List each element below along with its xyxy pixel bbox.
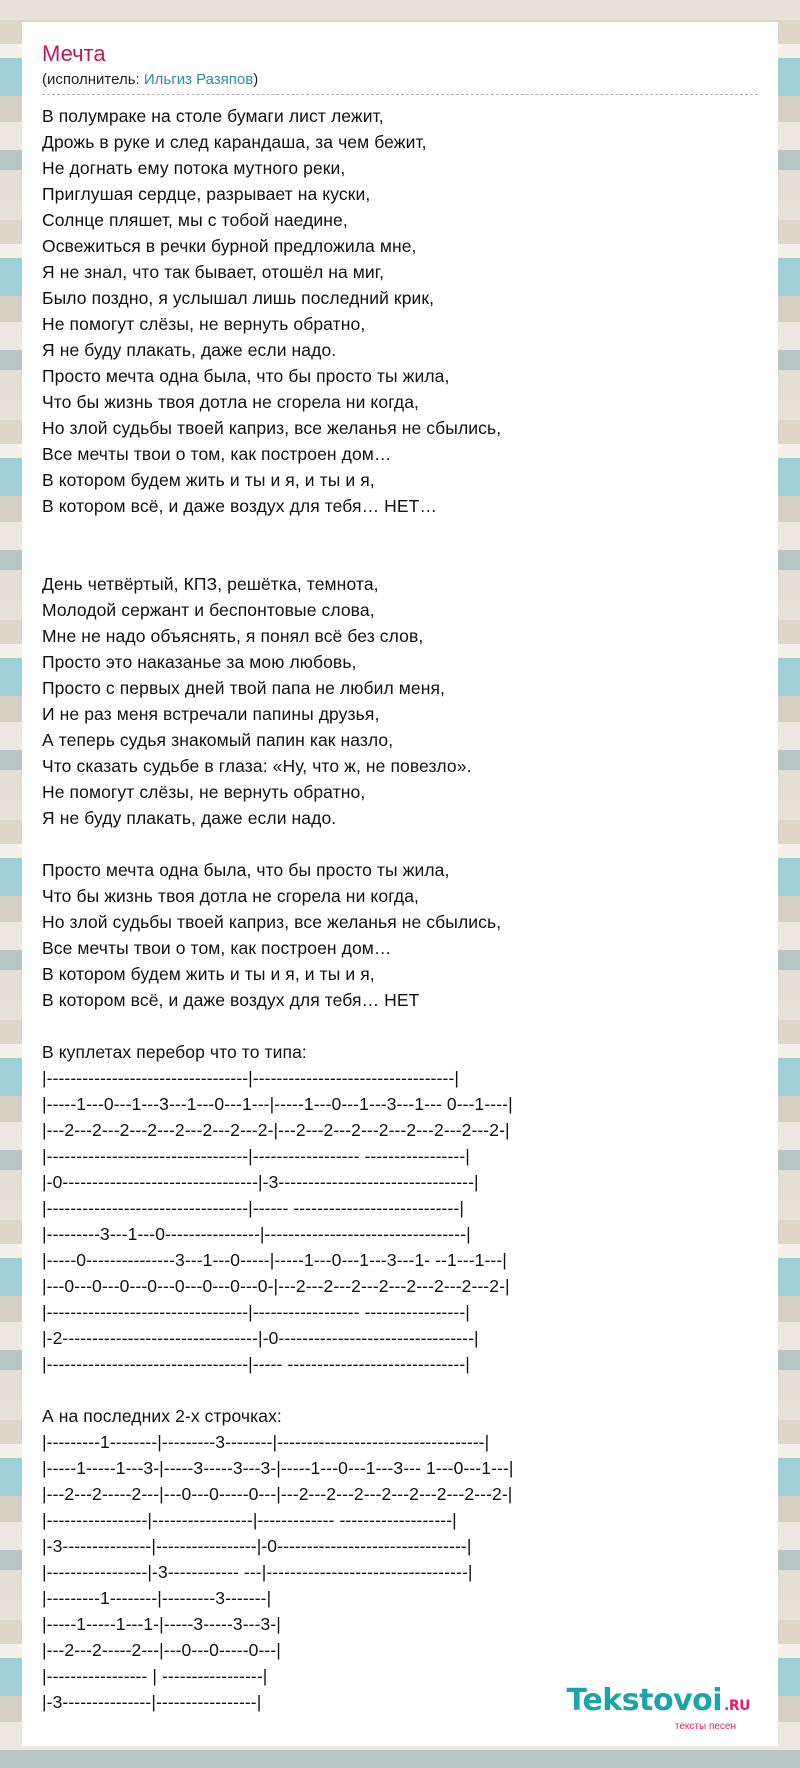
performer-line [42, 70, 758, 90]
lyric-line: Молодой сержант и беспонтовые слова, [42, 600, 375, 620]
lyric-line [42, 1013, 758, 1039]
lyric-line: Просто с первых дней твой папа не любил меня, [42, 678, 445, 698]
lyric-line: |-----1---0---1---3---1---0---1---|-----1---0---1---3---1--- 0---1----| [42, 1094, 513, 1114]
lyric-line: |---------3---1---0----------------|----------------------------------| [42, 1224, 471, 1244]
lyric-line [42, 831, 758, 857]
lyric-line: Приглушая сердце, разрывает на куски, [42, 184, 371, 204]
lyric-line: |-3---------------|-----------------| [42, 1692, 262, 1712]
lyric-line: В котором будем жить и ты и я, и ты и я, [42, 964, 375, 984]
lyric-line: |----------------------------------|----- ------------------------------| [42, 1354, 470, 1374]
lyric-line: Но злой судьбы твоей каприз, все желанья не сбылись, [42, 418, 502, 438]
performer-suffix: ) [253, 71, 259, 88]
lyric-line: Что бы жизнь твоя дотла не сгорела ни когда, [42, 392, 419, 412]
lyric-line: А на последних 2-х строчках: [42, 1406, 282, 1426]
logo-wordmark: Tekstovoi [566, 1683, 723, 1718]
lyric-line: В котором всё, и даже воздух для тебя… НЕТ… [42, 496, 438, 516]
lyric-line: Просто мечта одна была, что бы просто ты жила, [42, 860, 450, 880]
lyric-line: Просто мечта одна была, что бы просто ты жила, [42, 366, 450, 386]
lyric-line: |----------------------------------|------ ----------------------------| [42, 1198, 464, 1218]
logo-tagline: тексты песен [674, 1721, 736, 1732]
lyric-line: |-----0---------------3---1---0-----|-----1---0---1---3---1- --1---1---| [42, 1250, 507, 1270]
lyric-line: Не помогут слёзы, не вернуть обратно, [42, 314, 366, 334]
lyric-line [42, 1377, 758, 1403]
performer-link[interactable]: Ильгиз Разяпов [143, 71, 254, 88]
lyrics-body [42, 103, 758, 1715]
lyric-line: День четвёртый, КПЗ, решётка, темнота, [42, 574, 379, 594]
lyric-line: Было поздно, я услышал лишь последний крик, [42, 288, 435, 308]
song-title: Мечта [42, 41, 106, 66]
lyric-line: |---------1--------|---------3-------| [42, 1588, 272, 1608]
lyric-line: |---2---2---2---2---2---2---2---2-|---2---2---2---2---2---2---2---2-| [42, 1120, 510, 1140]
lyric-line: Освежиться в речки бурной предложила мне, [42, 236, 417, 256]
lyric-line: В котором всё, и даже воздух для тебя… НЕТ [42, 990, 420, 1010]
lyric-line: |----------------------------------|------------------ -----------------| [42, 1302, 470, 1322]
lyric-line: Я не знал, что так бывает, отошёл на миг, [42, 262, 385, 282]
lyric-line: |---2---2-----2---|---0---0-----0---| [42, 1640, 281, 1660]
lyric-line: Все мечты твои о том, как построен дом… [42, 444, 392, 464]
lyric-line: Я не буду плакать, даже если надо. [42, 808, 337, 828]
lyric-line: |---0---0---0---0---0---0---0---0-|---2---2---2---2---2---2---2---2-| [42, 1276, 510, 1296]
lyric-line: А теперь судья знакомый папин как назло, [42, 730, 394, 750]
lyric-line: Просто это наказанье за мою любовь, [42, 652, 357, 672]
performer-prefix: (исполнитель: [42, 71, 144, 88]
lyric-line: Я не буду плакать, даже если надо. [42, 340, 337, 360]
lyric-line: В котором будем жить и ты и я, и ты и я, [42, 470, 375, 490]
lyric-line: |-2---------------------------------|-0---------------------------------| [42, 1328, 479, 1348]
lyric-line [42, 545, 758, 571]
lyric-line [42, 519, 758, 545]
lyric-line: |----------------------------------|------------------ -----------------| [42, 1146, 470, 1166]
lyric-line: И не раз меня встречали папины друзья, [42, 704, 380, 724]
lyric-line: |---------1--------|---------3--------|-----------------------------------| [42, 1432, 490, 1452]
logo-tld: .RU [724, 1698, 750, 1714]
lyric-line: |-----1-----1---1-|-----3-----3---3-| [42, 1614, 281, 1634]
site-logo[interactable] [530, 1685, 750, 1732]
lyric-line: Мне не надо объяснять, я понял всё без слов, [42, 626, 424, 646]
lyric-line: |----------------- | -----------------| [42, 1666, 268, 1686]
lyric-line: Не догнать ему потока мутного реки, [42, 158, 346, 178]
lyric-line: |----------------------------------|----------------------------------| [42, 1068, 460, 1088]
lyric-line: Дрожь в руке и след карандаша, за чем бежит, [42, 132, 427, 152]
lyric-line: Что сказать судьбе в глаза: «Ну, что ж, не повезло». [42, 756, 472, 776]
lyric-line: Не помогут слёзы, не вернуть обратно, [42, 782, 366, 802]
header-divider [42, 94, 758, 95]
lyric-line: |-----------------|-3------------ ---|----------------------------------| [42, 1562, 473, 1582]
lyric-line: Все мечты твои о том, как построен дом… [42, 938, 392, 958]
lyric-line: |-3---------------|-----------------|-0--------------------------------| [42, 1536, 472, 1556]
lyric-line: Но злой судьбы твоей каприз, все желанья не сбылись, [42, 912, 502, 932]
lyric-line: |---2---2-----2---|---0---0-----0---|---2---2---2---2---2---2---2---2-| [42, 1484, 513, 1504]
lyric-line: |-0---------------------------------|-3---------------------------------| [42, 1172, 479, 1192]
lyric-line: |-----1-----1---3-|-----3-----3---3-|-----1---0---1---3--- 1---0---1---| [42, 1458, 514, 1478]
lyric-line: Что бы жизнь твоя дотла не сгорела ни когда, [42, 886, 419, 906]
lyrics-page [22, 22, 778, 1746]
lyric-line: В куплетах перебор что то типа: [42, 1042, 307, 1062]
lyric-line: В полумраке на столе бумаги лист лежит, [42, 106, 384, 126]
lyric-line: |-----------------|-----------------|------------- -------------------| [42, 1510, 457, 1530]
lyric-line: Солнце пляшет, мы с тобой наедине, [42, 210, 348, 230]
